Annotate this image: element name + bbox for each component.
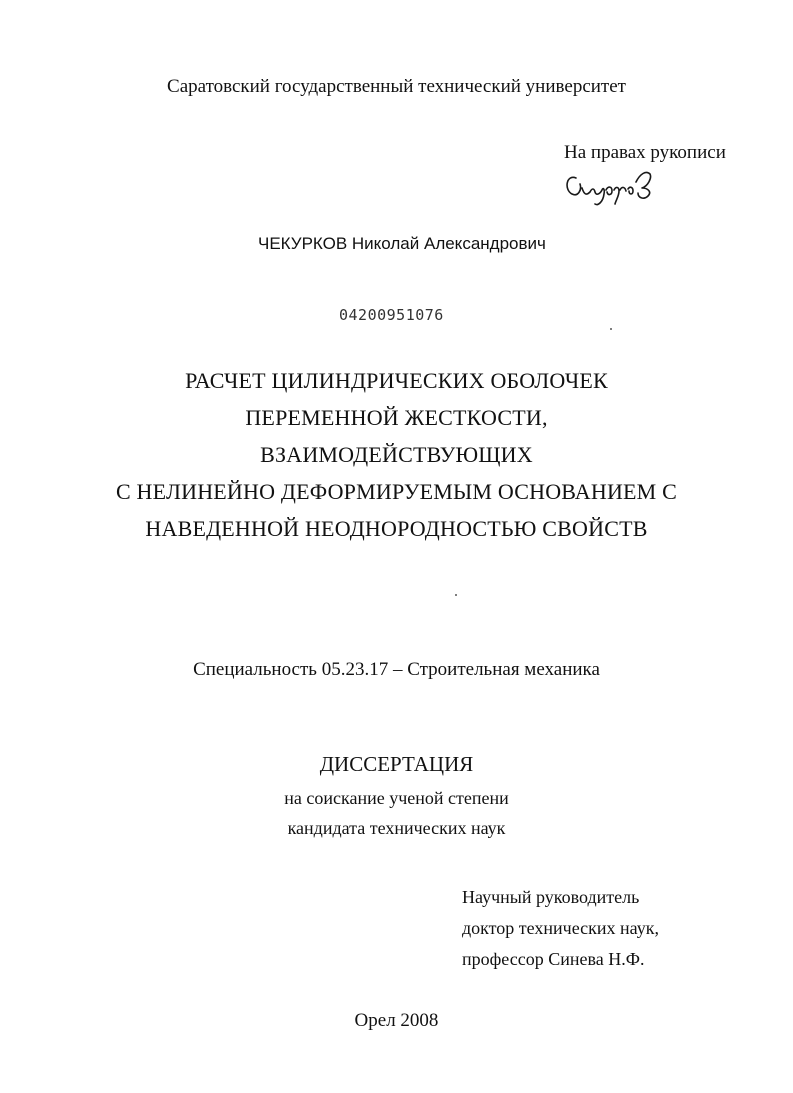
title-line-4: С НЕЛИНЕЙНО ДЕФОРМИРУЕМЫМ ОСНОВАНИЕМ С: [115, 479, 678, 504]
advisor-role: Научный руководитель: [462, 887, 640, 907]
degree-line-2: кандидата технических наук: [287, 818, 506, 838]
title-line-5: НАВЕДЕННОЙ НЕОДНОРОДНОСТЬЮ СВОЙСТВ: [145, 516, 648, 541]
advisor-name: профессор Синева Н.Ф.: [462, 949, 645, 969]
dissertation-title: [0, 362, 793, 547]
manuscript-rights-note: На правах рукописи: [564, 142, 726, 163]
author-name: ЧЕКУРКОВ Николай Александрович: [258, 234, 546, 253]
degree-line-1: на соискание ученой степени: [284, 788, 509, 808]
document-type: ДИССЕРТАЦИЯ: [319, 752, 474, 776]
scan-speck: [455, 594, 457, 596]
title-line-2: ПЕРЕМЕННОЙ ЖЕСТКОСТИ,: [245, 405, 548, 430]
title-line-3: ВЗАИМОДЕЙСТВУЮЩИХ: [260, 442, 533, 467]
university-name: Саратовский государственный технический университет: [167, 76, 626, 97]
advisor-degree: доктор технических наук,: [462, 918, 659, 938]
scan-speck: [610, 328, 612, 330]
city-year: Орел 2008: [354, 1010, 439, 1031]
specialty: Специальность 05.23.17 – Строительная механика: [193, 659, 600, 680]
author-signature: [562, 160, 672, 210]
title-line-1: РАСЧЕТ ЦИЛИНДРИЧЕСКИХ ОБОЛОЧЕК: [185, 368, 608, 393]
catalog-number: 04200951076: [339, 306, 444, 324]
advisor-block: [462, 882, 659, 975]
